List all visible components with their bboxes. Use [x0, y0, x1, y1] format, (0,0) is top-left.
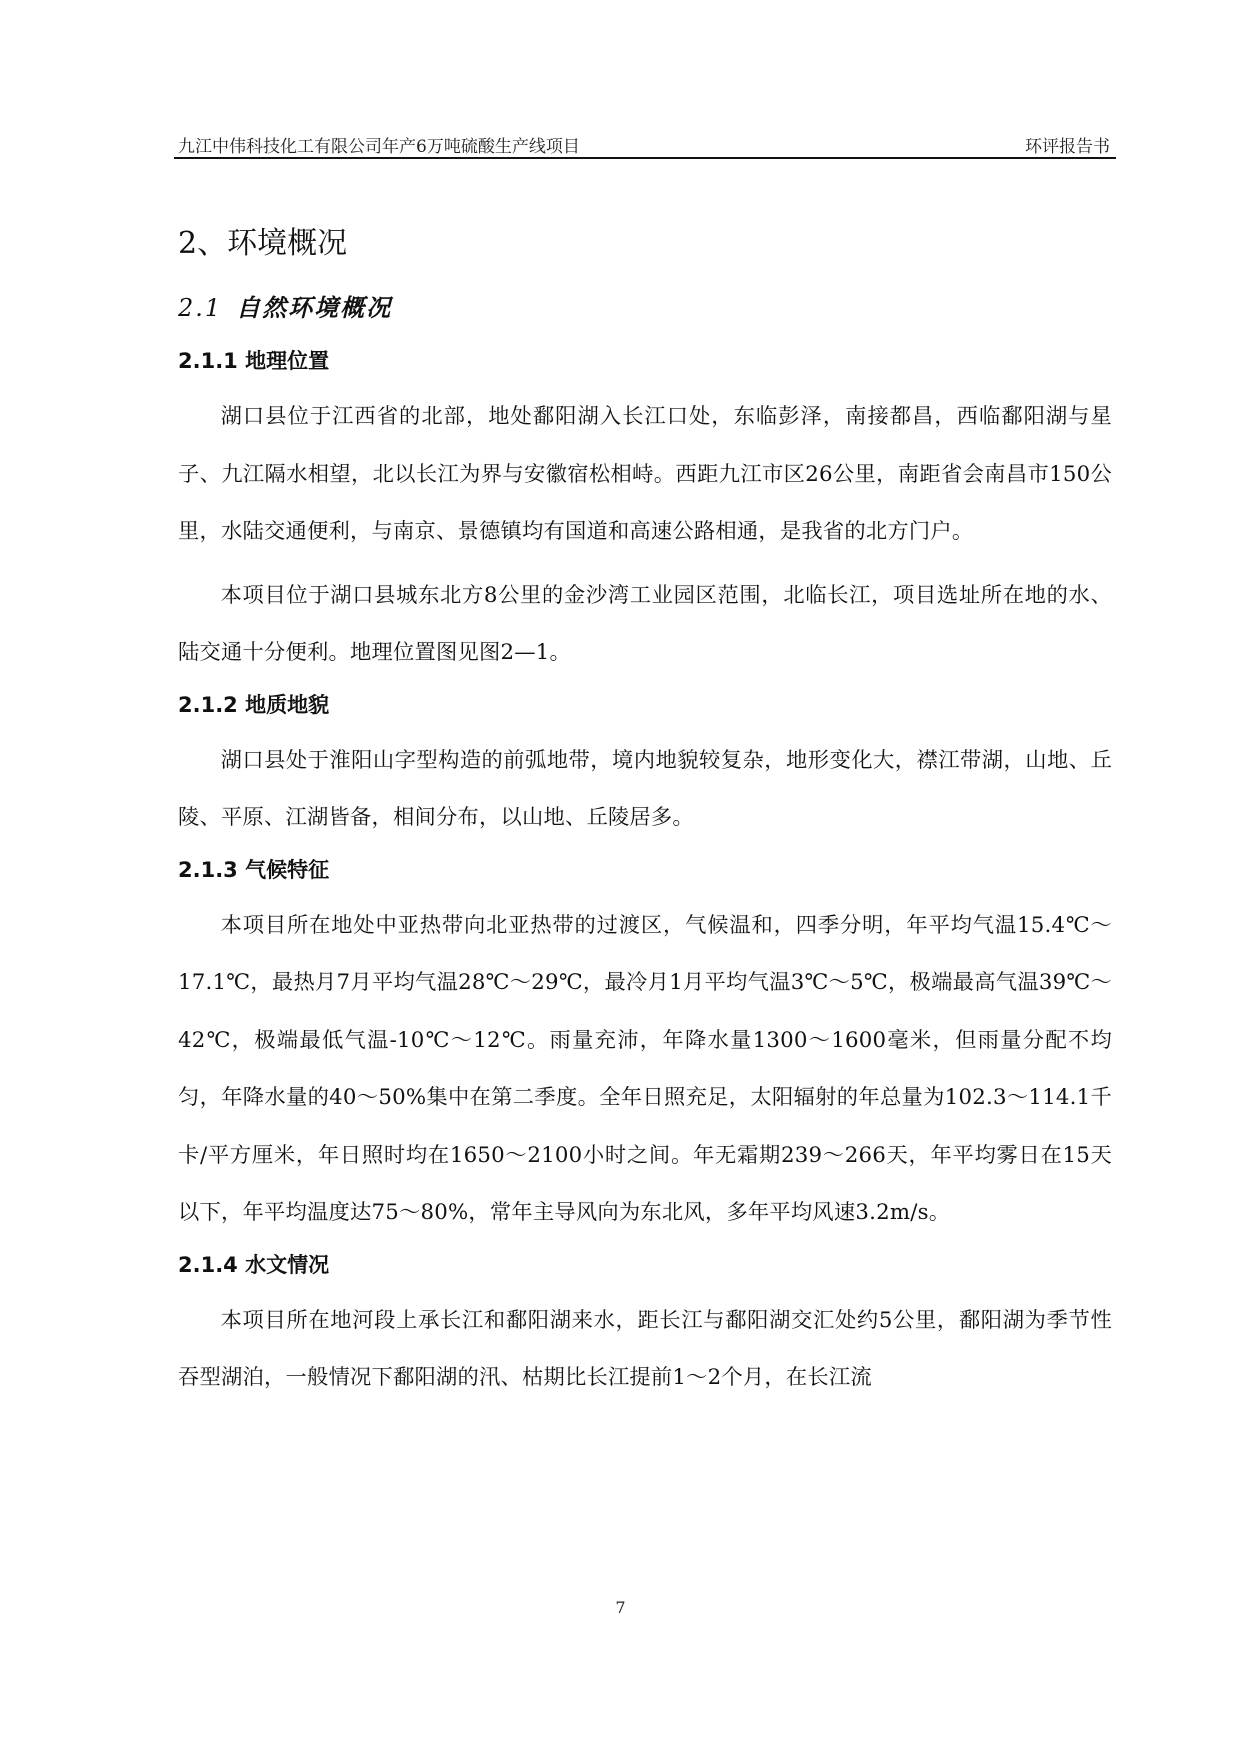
item-heading: 2.1.3 气候特征 [178, 857, 330, 882]
subsection-item-geology [178, 688, 1112, 847]
item-heading: 2.1.2 地质地貌 [178, 692, 330, 717]
subsection-item-climate [178, 853, 1112, 1242]
subsection-title: 自然环境概况 [236, 293, 393, 322]
header-divider [174, 157, 1116, 159]
section-title: 2、环境概况 [178, 226, 348, 261]
header-document-type: 环评报告书 [1025, 137, 1110, 157]
paragraph: 本项目所在地处中亚热带向北亚热带的过渡区，气候温和，四季分明，年平均气温15.4℃～17.1℃，最热月7月平均气温28℃～29℃，最冷月1月平均气温3℃～5℃，极端最高气温39℃～42℃，极端最低气温-10℃～12℃。雨量充沛，年降水量1300～1600毫米，但雨量分配不均匀，年降水量的40～50%集中在第二季度。全年日照充足，太阳辐射的年总量为102.3～114.1千卡/平方厘米，年日照时均在1650～2100小时之间。年无霜期239～266天，年平均雾日在15天以下，年平均温度达75～80%，常年主导风向为东北风，多年平均风速3.2m/s。 [178, 912, 1112, 1225]
header-project-title: 九江中伟科技化工有限公司年产6万吨硫酸生产线项目 [178, 137, 580, 157]
item-heading: 2.1.1 地理位置 [178, 349, 330, 373]
paragraph: 本项目位于湖口县城东北方8公里的金沙湾工业园区范围，北临长江，项目选址所在地的水、陆交通十分便利。地理位置图见图2—1。 [178, 582, 1112, 665]
paragraph: 湖口县处于淮阳山字型构造的前弧地带，境内地貌较复杂，地形变化大，襟江带湖，山地、丘陵、平原、江湖皆备，相间分布，以山地、丘陵居多。 [178, 747, 1112, 830]
subsection-item-hydrology [178, 1248, 1112, 1407]
subsection-heading [178, 290, 1112, 326]
subsection-item-geography [178, 344, 1112, 682]
subsection-number: 2.1 [178, 294, 223, 322]
item-heading: 2.1.4 水文情况 [178, 1252, 330, 1277]
page-number: 7 [615, 1598, 626, 1617]
paragraph: 本项目所在地河段上承长江和鄱阳湖来水，距长江与鄱阳湖交汇处约5公里，鄱阳湖为季节性吞型湖泊，一般情况下鄱阳湖的汛、枯期比长江提前1～2个月，在长江流 [178, 1307, 1112, 1390]
paragraph: 湖口县位于江西省的北部，地处鄱阳湖入长江口处，东临彭泽，南接都昌，西临鄱阳湖与星子、九江隔水相望，北以长江为界与安徽宿松相峙。西距九江市区26公里，南距省会南昌市150公里，水陆交通便利，与南京、景德镇均有国道和高速公路相通，是我省的北方门户。 [178, 404, 1112, 544]
page-body [178, 222, 1112, 1413]
page-header [174, 128, 1116, 158]
